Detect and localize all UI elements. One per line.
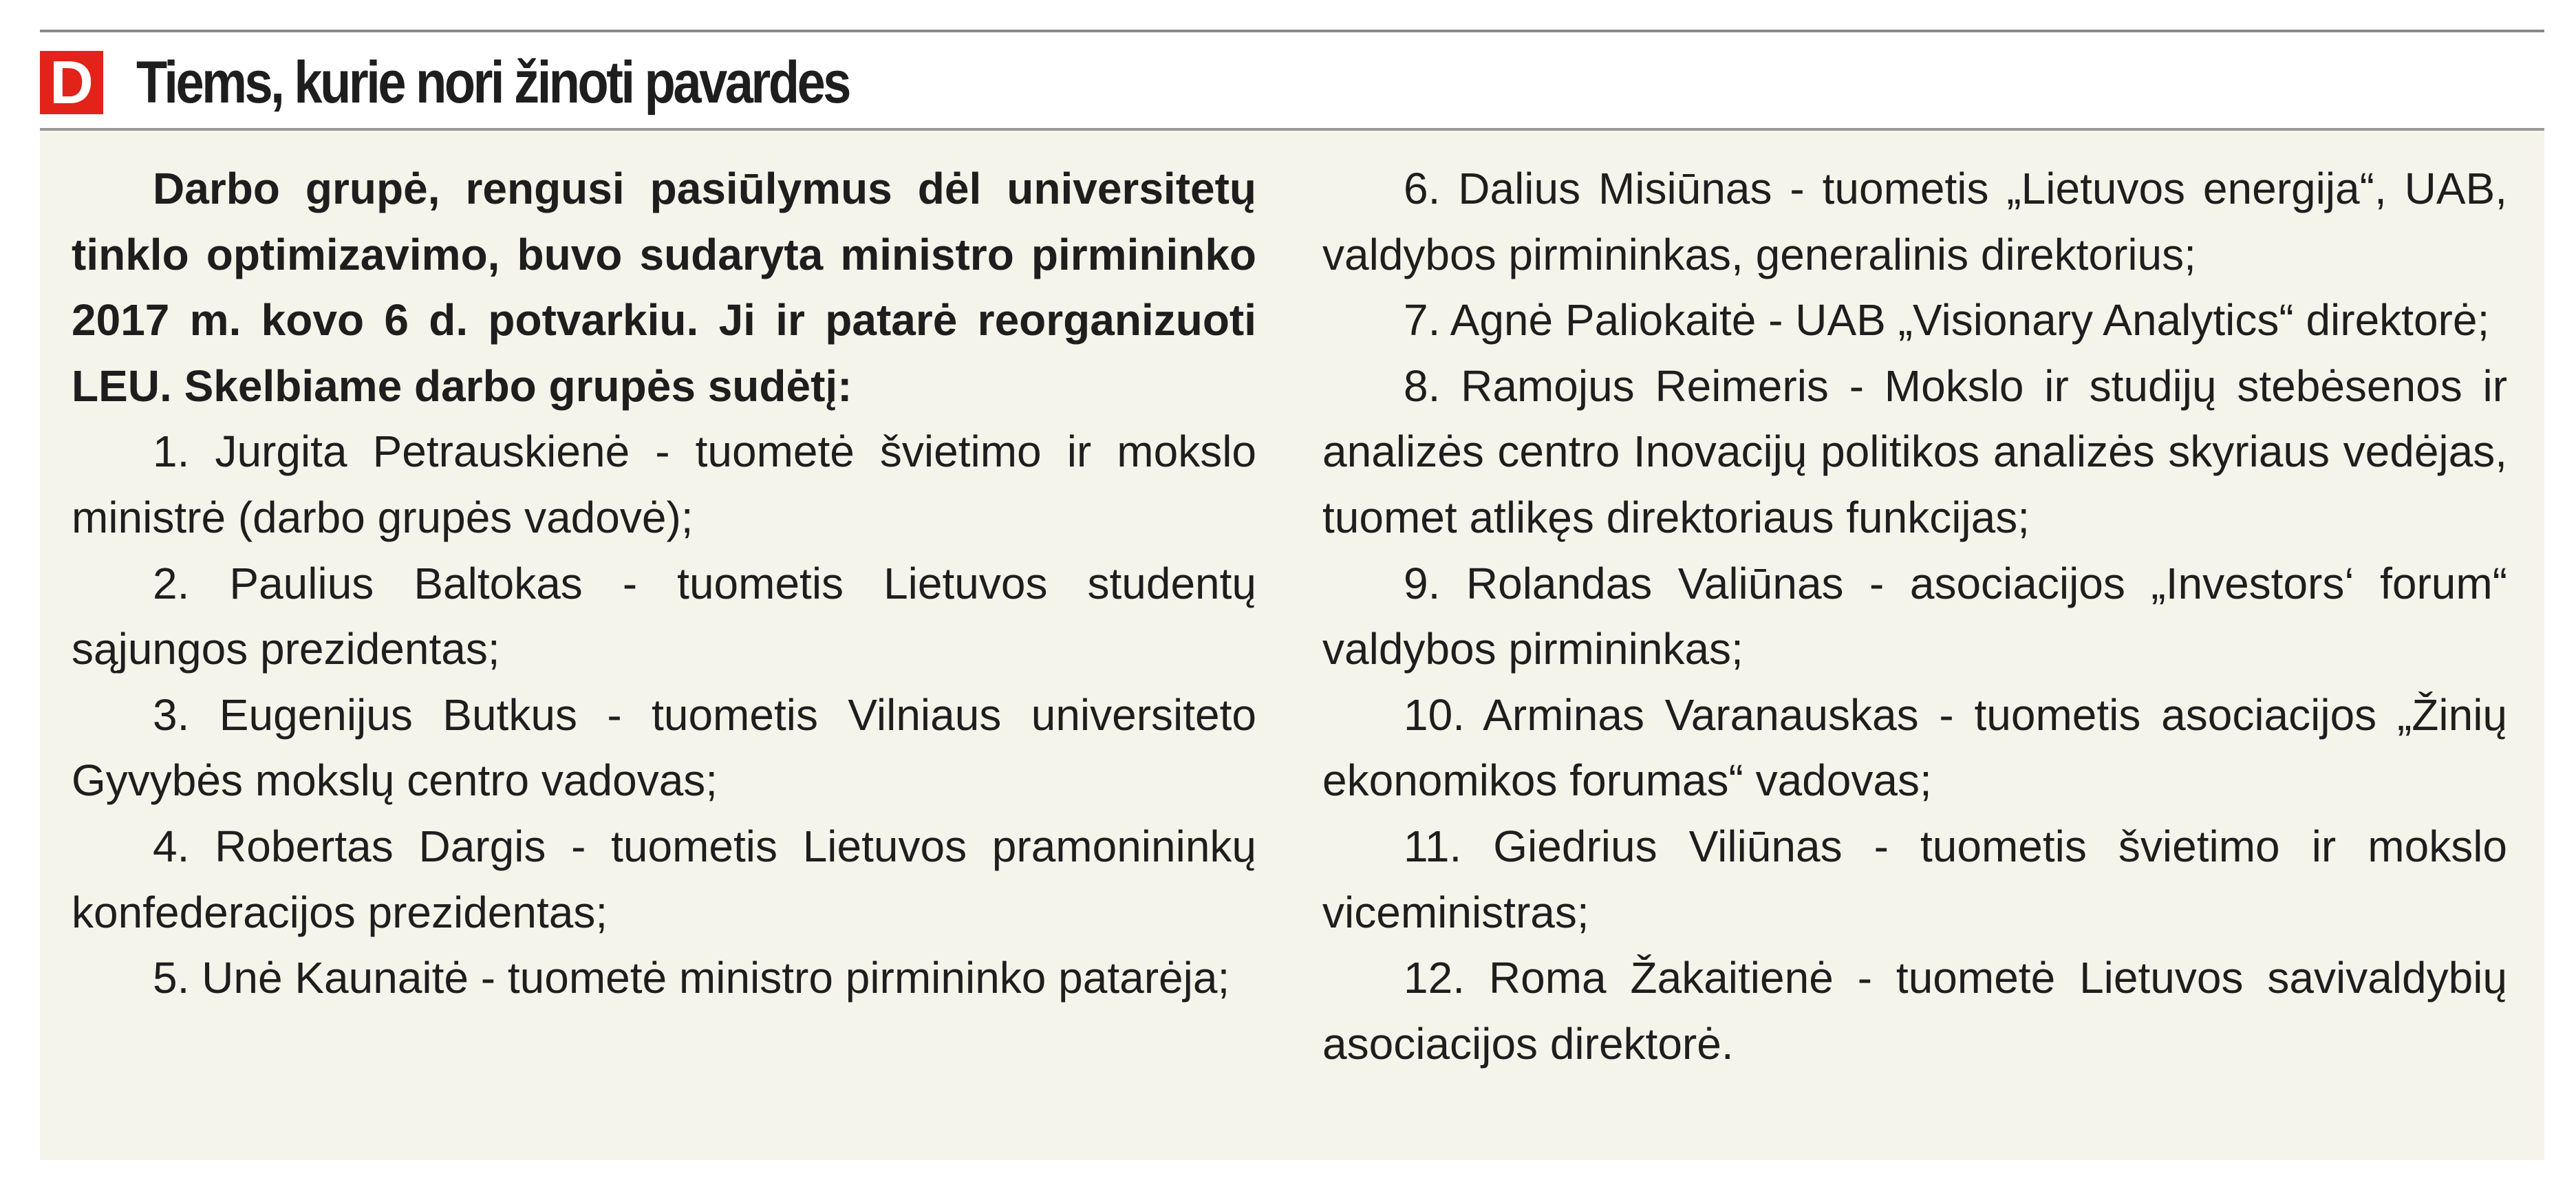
member-item: 11. Giedrius Viliūnas - tuometis švietimo ir mokslo viceministras; (1322, 821, 2507, 937)
member-item: 6. Dalius Misiūnas - tuometis „Lietuvos energija“, UAB, valdybos pirmininkas, generalinis direktorius; (1322, 164, 2507, 279)
member-item: 3. Eugenijus Butkus - tuometis Vilniaus universiteto Gyvybės mokslų centro vadovas; (72, 689, 1256, 806)
member-item: 10. Arminas Varanauskas - tuometis asociacijos „Žinių ekonomikos forumas“ vadovas; (1322, 689, 2507, 806)
section-logo-icon: D (40, 51, 103, 114)
member-item: 9. Rolandas Valiūnas - asociacijos „Investors‘ forum“ valdybos pirmininkas; (1322, 558, 2507, 674)
member-item: 5. Unė Kaunaitė - tuometė ministro pirmininko patarėja; (153, 953, 1230, 1003)
right-column (1322, 156, 2507, 1077)
member-item: 12. Roma Žakaitienė - tuometė Lietuvos savivaldybių asociacijos direktorė. (1322, 953, 2507, 1069)
article-headline: Tiems, kurie nori žinoti pavardes (136, 50, 849, 116)
member-item: 8. Ramojus Reimeris - Mokslo ir studijų stebėsenos ir analizės centro Inovacijų politikos analizės skyriaus vedėjas, tuomet atlikęs direktoriaus funkcijas; (1322, 361, 2507, 542)
member-item: 1. Jurgita Petrauskienė - tuometė švietimo ir mokslo ministrė (darbo grupės vadovė); (72, 427, 1256, 542)
member-item: 7. Agnė Paliokaitė - UAB „Visionary Analytics“ direktorė; (1404, 295, 2490, 345)
top-divider (40, 30, 2544, 32)
member-item: 2. Paulius Baltokas - tuometis Lietuvos studentų sąjungos prezidentas; (72, 558, 1256, 674)
left-column (72, 156, 1256, 1011)
intro-paragraph: Darbo grupė, rengusi pasiūlymus dėl universitetų tinklo optimizavimo, buvo sudaryta ministro pirmininko 2017 m. kovo 6 d. potvarkiu. Ji ir patarė reorganizuoti LEU. Skelbiame darbo grupės sudėtį: (72, 164, 1256, 411)
member-item: 4. Robertas Dargis - tuometis Lietuvos pramonininkų konfederacijos prezidentas; (72, 821, 1256, 937)
